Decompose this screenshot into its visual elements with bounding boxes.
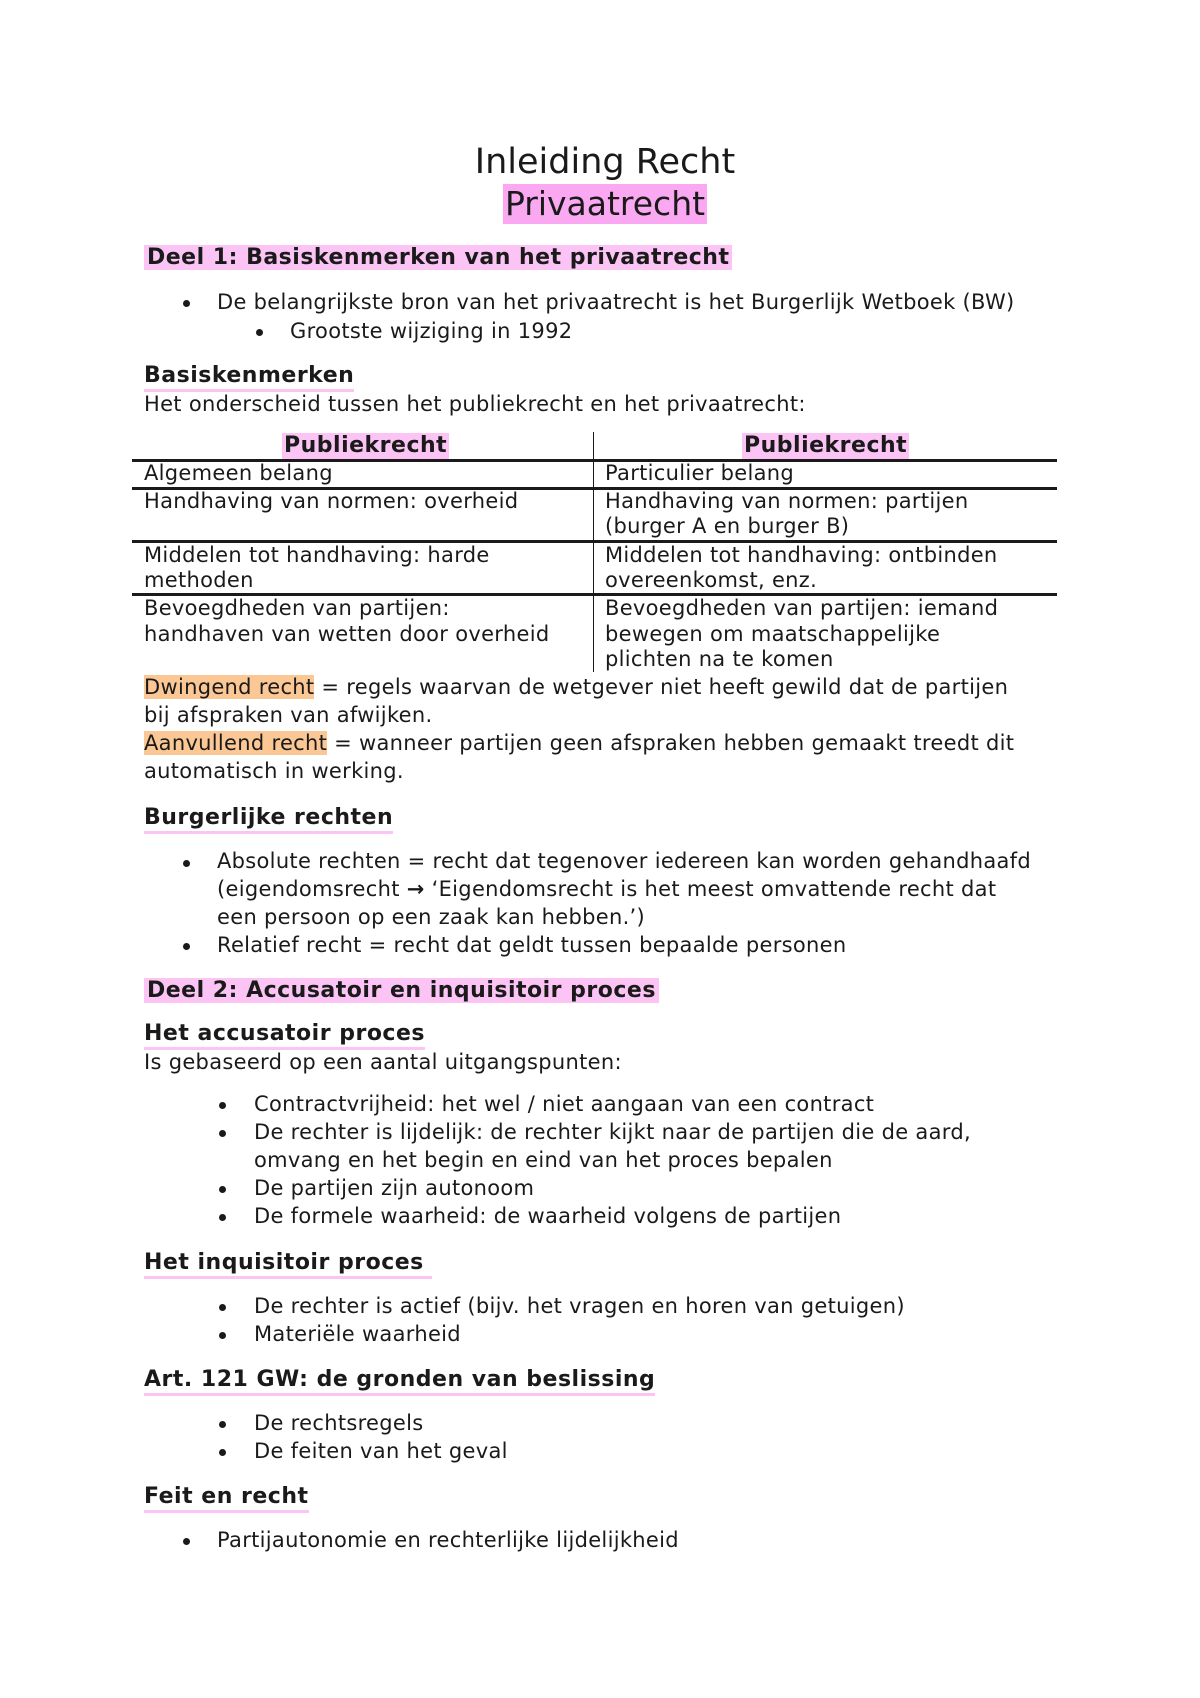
subheading-art121: Art. 121 GW: de gronden van beslissing bbox=[144, 1367, 655, 1396]
definition-aanvullend bbox=[144, 729, 1014, 757]
list-item: Relatief recht = recht dat geldt tussen bepaalde personen bbox=[217, 933, 847, 957]
bullet-dot bbox=[183, 300, 190, 307]
bullet-dot bbox=[219, 1130, 226, 1137]
table-cell: Handhaving van normen: partijen bbox=[605, 489, 969, 513]
table-cell: Middelen tot handhaving: ontbinden bbox=[605, 543, 998, 567]
list-item-continuation: omvang en het begin en eind van het proces bepalen bbox=[254, 1148, 833, 1172]
bullet-dot bbox=[219, 1214, 226, 1221]
list-item: De feiten van het geval bbox=[254, 1439, 508, 1463]
list-item: De rechter is lijdelijk: de rechter kijkt naar de partijen die de aard, bbox=[254, 1120, 971, 1144]
page-subtitle: Privaatrecht bbox=[504, 184, 706, 223]
table-cell: plichten na te komen bbox=[605, 647, 834, 671]
definition-text: automatisch in werking. bbox=[144, 759, 404, 783]
table-cell: Handhaving van normen: overheid bbox=[144, 489, 519, 513]
definition-text: = regels waarvan de wetgever niet heeft gewild dat de partijen bbox=[314, 675, 1009, 699]
bullet-dot bbox=[183, 1538, 190, 1545]
subheading-feit-en-recht: Feit en recht bbox=[144, 1484, 309, 1513]
list-item: De formele waarheid: de waarheid volgens de partijen bbox=[254, 1204, 842, 1228]
definition-text: bij afspraken van afwijken. bbox=[144, 703, 433, 727]
list-item: De rechtsregels bbox=[254, 1411, 424, 1435]
list-item: Partijautonomie en rechterlijke lijdelijkheid bbox=[217, 1528, 679, 1552]
table-cell: handhaven van wetten door overheid bbox=[144, 622, 550, 646]
list-item: Contractvrijheid: het wel / niet aangaan van een contract bbox=[254, 1092, 875, 1116]
list-item: Materiële waarheid bbox=[254, 1322, 461, 1346]
definition-dwingend bbox=[144, 673, 1008, 701]
table-cell: methoden bbox=[144, 568, 254, 592]
list-item-text: (eigendomsrecht bbox=[217, 877, 407, 901]
paragraph-intro: Is gebaseerd op een aantal uitgangspunten: bbox=[144, 1050, 622, 1074]
definition-text: = wanneer partijen geen afspraken hebben gemaakt treedt dit bbox=[327, 731, 1015, 755]
list-item: Absolute rechten = recht dat tegenover iedereen kan worden gehandhaafd bbox=[217, 849, 1032, 873]
list-item: De partijen zijn autonoom bbox=[254, 1176, 535, 1200]
table-cell: Bevoegdheden van partijen: iemand bbox=[605, 596, 999, 620]
page-title: Inleiding Recht bbox=[474, 142, 736, 182]
list-item-continuation: een persoon op een zaak kan hebben.’) bbox=[217, 905, 646, 929]
section-heading-deel1: Deel 1: Basiskenmerken van het privaatrecht bbox=[144, 245, 732, 270]
term-aanvullend-recht: Aanvullend recht bbox=[144, 731, 328, 755]
list-item: De rechter is actief (bijv. het vragen en horen van getuigen) bbox=[254, 1294, 905, 1318]
bullet-dot bbox=[219, 1186, 226, 1193]
paragraph-intro: Het onderscheid tussen het publiekrecht en het privaatrecht: bbox=[144, 392, 806, 416]
table-cell: Bevoegdheden van partijen: bbox=[144, 596, 450, 620]
subheading-burgerlijke-rechten: Burgerlijke rechten bbox=[144, 805, 393, 834]
table-cell: (burger A en burger B) bbox=[605, 514, 850, 538]
table-cell: Algemeen belang bbox=[144, 461, 333, 485]
section-heading-deel2: Deel 2: Accusatoir en inquisitoir proces bbox=[144, 978, 659, 1003]
bullet-dot bbox=[219, 1421, 226, 1428]
table-cell: Middelen tot handhaving: harde bbox=[144, 543, 490, 567]
bullet-dot bbox=[219, 1449, 226, 1456]
subheading-basiskenmerken: Basiskenmerken bbox=[144, 363, 354, 392]
subheading-inquisitoir: Het inquisitoir proces bbox=[144, 1250, 432, 1279]
bullet-dot bbox=[256, 329, 263, 336]
term-dwingend-recht: Dwingend recht bbox=[144, 675, 315, 699]
table-divider bbox=[593, 432, 594, 672]
table-header-right: Publiekrecht bbox=[744, 433, 908, 458]
bullet-dot bbox=[219, 1102, 226, 1109]
bullet-dot bbox=[183, 943, 190, 950]
list-item-text: ‘Eigendomsrecht is het meest omvattende recht dat bbox=[424, 877, 997, 901]
table-cell: bewegen om maatschappelijke bbox=[605, 622, 941, 646]
list-item-continuation bbox=[217, 875, 996, 903]
table-cell: Particulier belang bbox=[605, 461, 795, 485]
table-cell: overeenkomst, enz. bbox=[605, 568, 818, 592]
bullet-dot bbox=[219, 1304, 226, 1311]
bullet-dot bbox=[219, 1332, 226, 1339]
table-header-left: Publiekrecht bbox=[284, 433, 448, 458]
arrow-right-icon: → bbox=[406, 877, 425, 901]
list-item: Grootste wijziging in 1992 bbox=[290, 319, 573, 343]
subheading-accusatoir: Het accusatoir proces bbox=[144, 1021, 425, 1050]
list-item: De belangrijkste bron van het privaatrecht is het Burgerlijk Wetboek (BW) bbox=[217, 290, 1015, 314]
bullet-dot bbox=[183, 860, 190, 867]
page-subtitle-wrap bbox=[0, 184, 1200, 224]
